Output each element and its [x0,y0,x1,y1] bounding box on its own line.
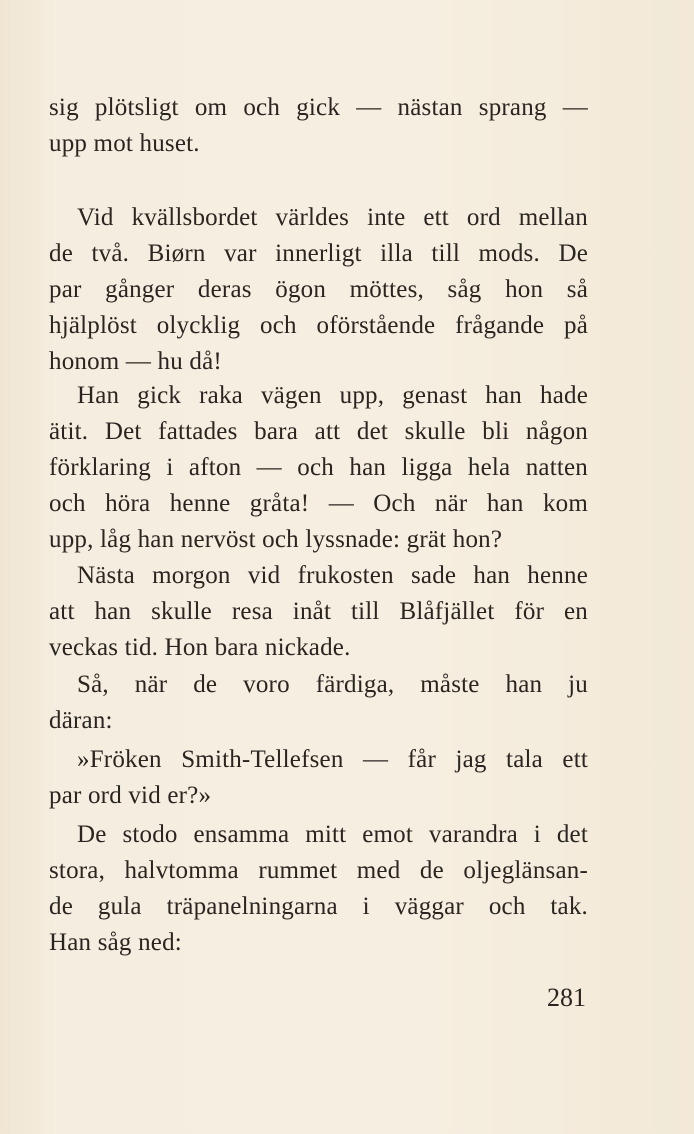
text-line: Så, när de voro färdiga, måste han ju [77,671,588,698]
text-line: upp, låg han nervöst och lyssnade: grät hon? [49,526,503,553]
paragraph-6 [49,742,588,814]
text-line: förklaring i afton — och han ligga hela natten [49,454,588,481]
text-line: att han skulle resa inåt till Blåfjället för en [49,598,588,625]
text-line: par gånger deras ögon möttes, såg hon så [49,276,588,303]
text-line: sig plötsligt om och gick — nästan sprang — [49,94,588,121]
paragraph-7 [49,817,588,961]
text-line: och höra henne gråta! — Och när han kom [49,490,588,517]
paragraph-5 [49,667,588,739]
paragraph-1 [49,90,588,162]
text-line: honom — hu då! [49,348,222,375]
text-line: Han såg ned: [49,929,182,956]
text-line: Han gick raka vägen upp, genast han hade [77,382,588,409]
text-line: däran: [49,707,113,734]
text-line: Vid kvällsbordet världes inte ett ord mellan [77,204,588,231]
text-line: ätit. Det fattades bara att det skulle bli någon [49,418,588,445]
text-line: Nästa morgon vid frukosten sade han henne [77,562,588,589]
text-line: par ord vid er?» [49,782,212,809]
page-number: 281 [547,983,586,1012]
text-line: hjälplöst olycklig och oförstående frågande på [49,312,588,339]
text-line: De stodo ensamma mitt emot varandra i det [77,821,588,848]
text-line: upp mot huset. [49,130,200,157]
text-line: de gula träpanelningarna i väggar och tak. [49,893,588,920]
text-line: stora, halvtomma rummet med de oljeglänsan- [49,857,588,884]
paragraph-3 [49,378,588,558]
paragraph-4 [49,558,588,666]
text-line: de två. Biørn var innerligt illa till mods. De [49,240,588,267]
paragraph-2 [49,200,588,380]
text-line: veckas tid. Hon bara nickade. [49,634,351,661]
text-line: »Fröken Smith-Tellefsen — får jag tala ett [77,746,588,773]
